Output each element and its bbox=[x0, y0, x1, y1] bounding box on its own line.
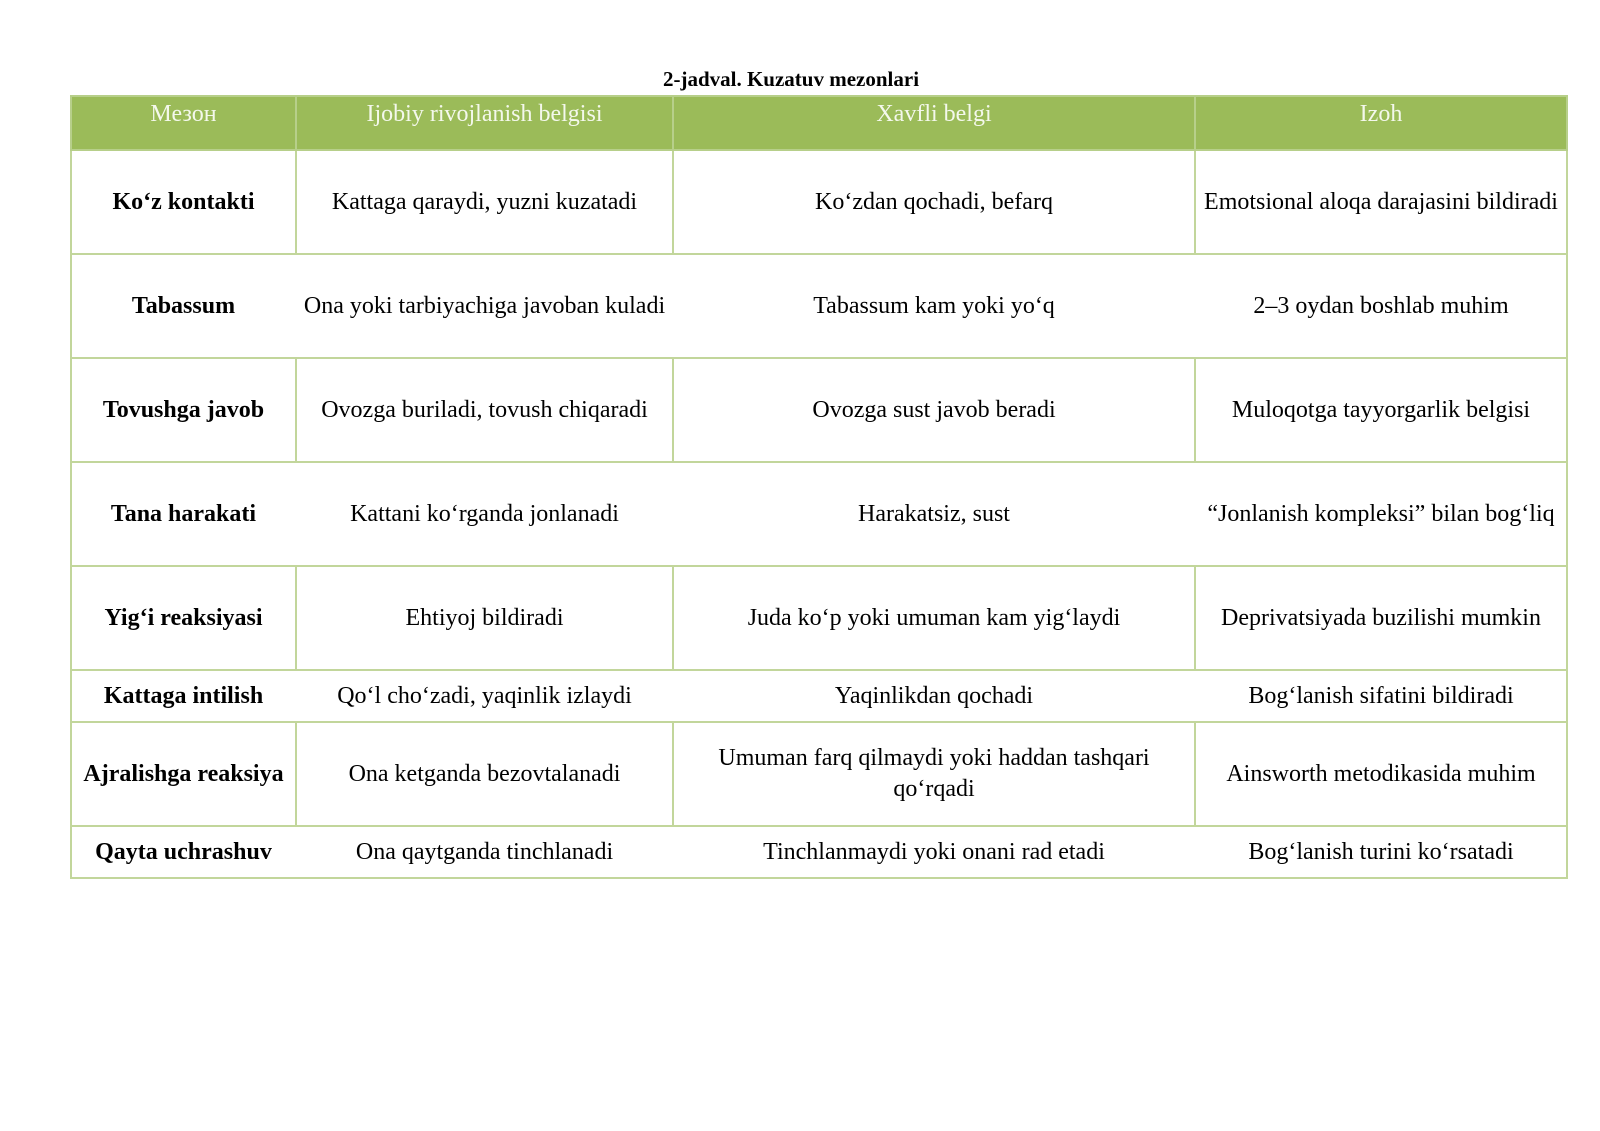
row-positive-sign: Ehtiyoj bildiradi bbox=[296, 566, 673, 670]
row-note: Muloqotga tayyorgarlik belgisi bbox=[1195, 358, 1567, 462]
table-row bbox=[71, 566, 1567, 670]
row-positive-sign: Kattaga qaraydi, yuzni kuzatadi bbox=[296, 150, 673, 254]
row-note: “Jonlanish kompleksi” bilan bog‘liq bbox=[1195, 462, 1567, 566]
row-criterion: Tabassum bbox=[71, 254, 296, 358]
row-note: Bog‘lanish turini ko‘rsatadi bbox=[1195, 826, 1567, 878]
row-positive-sign: Qo‘l cho‘zadi, yaqinlik izlaydi bbox=[296, 670, 673, 722]
table-row bbox=[71, 462, 1567, 566]
table-row bbox=[71, 150, 1567, 254]
row-criterion: Ajralishga reaksiya bbox=[71, 722, 296, 826]
row-positive-sign: Ona yoki tarbiyachiga javoban kuladi bbox=[296, 254, 673, 358]
row-positive-sign: Ona qaytganda tinchlanadi bbox=[296, 826, 673, 878]
row-positive-sign: Ona ketganda bezovtalanadi bbox=[296, 722, 673, 826]
header-risk-sign: Xavfli belgi bbox=[673, 96, 1195, 150]
row-risk-sign: Ko‘zdan qochadi, befarq bbox=[673, 150, 1195, 254]
row-risk-sign: Tinchlanmaydi yoki onani rad etadi bbox=[673, 826, 1195, 878]
row-risk-sign: Ovozga sust javob beradi bbox=[673, 358, 1195, 462]
criteria-table bbox=[70, 95, 1568, 879]
row-risk-sign: Umuman farq qilmaydi yoki haddan tashqari qo‘rqadi bbox=[673, 722, 1195, 826]
row-risk-sign: Harakatsiz, sust bbox=[673, 462, 1195, 566]
table-row bbox=[71, 358, 1567, 462]
table-caption: 2-jadval. Kuzatuv mezonlari bbox=[662, 67, 920, 91]
header-note: Izoh bbox=[1195, 96, 1567, 150]
row-criterion: Yig‘i reaksiyasi bbox=[71, 566, 296, 670]
table-row bbox=[71, 722, 1567, 826]
row-note: Bog‘lanish sifatini bildiradi bbox=[1195, 670, 1567, 722]
row-note: Deprivatsiyada buzilishi mumkin bbox=[1195, 566, 1567, 670]
row-note: Ainsworth metodikasida muhim bbox=[1195, 722, 1567, 826]
table-row bbox=[71, 254, 1567, 358]
table-row bbox=[71, 826, 1567, 878]
row-risk-sign: Tabassum kam yoki yo‘q bbox=[673, 254, 1195, 358]
row-risk-sign: Juda ko‘p yoki umuman kam yig‘laydi bbox=[673, 566, 1195, 670]
row-positive-sign: Ovozga buriladi, tovush chiqaradi bbox=[296, 358, 673, 462]
row-positive-sign: Kattani ko‘rganda jonlanadi bbox=[296, 462, 673, 566]
row-criterion: Ko‘z kontakti bbox=[71, 150, 296, 254]
header-positive-sign: Ijobiy rivojlanish belgisi bbox=[296, 96, 673, 150]
row-risk-sign: Yaqinlikdan qochadi bbox=[673, 670, 1195, 722]
row-note: 2–3 oydan boshlab muhim bbox=[1195, 254, 1567, 358]
row-note: Emotsional aloqa darajasini bildiradi bbox=[1195, 150, 1567, 254]
header-criterion: Мезон bbox=[71, 96, 296, 150]
row-criterion: Kattaga intilish bbox=[71, 670, 296, 722]
table-row bbox=[71, 670, 1567, 722]
table-header-row bbox=[71, 96, 1567, 150]
row-criterion: Qayta uchrashuv bbox=[71, 826, 296, 878]
row-criterion: Tana harakati bbox=[71, 462, 296, 566]
row-criterion: Tovushga javob bbox=[71, 358, 296, 462]
